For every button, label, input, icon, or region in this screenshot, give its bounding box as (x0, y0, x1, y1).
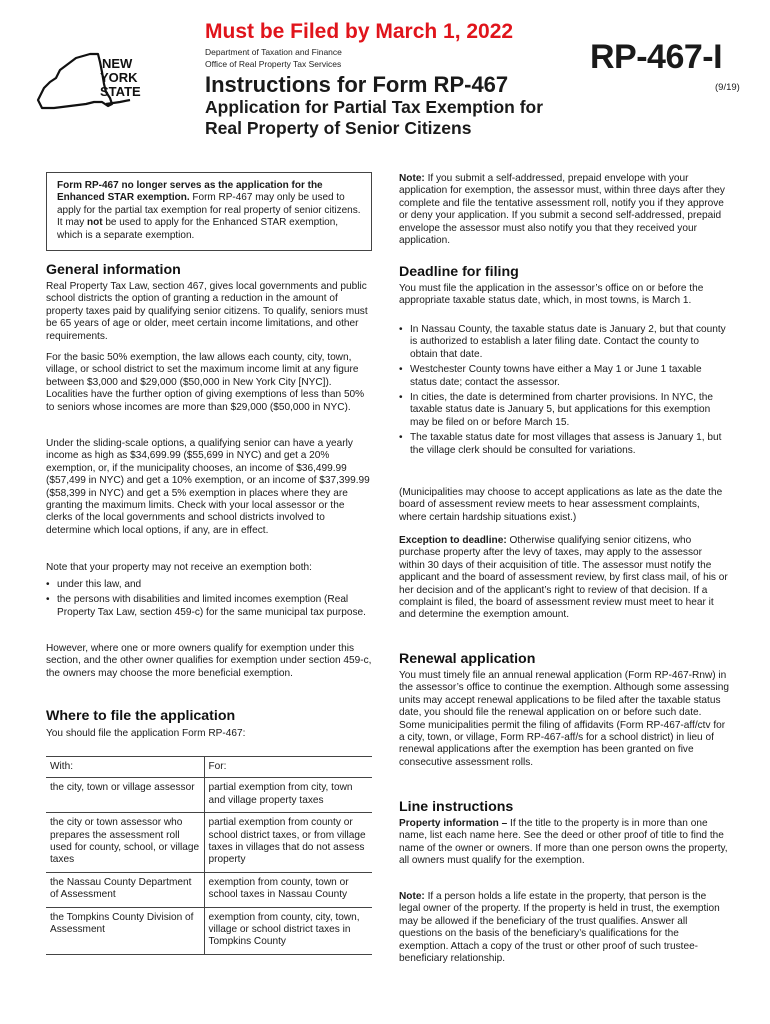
where-to-file-heading: Where to file the application (46, 708, 236, 724)
deadline-paragraph-2: (Municipalities may choose to accept applications as late as the date the board of assessment review meets to hear assessment complaints, where certain hardship situations exist.) (399, 487, 723, 523)
deadline-heading: Deadline for filing (399, 264, 519, 280)
exception-to-deadline: Exception to deadline: Otherwise qualifying senior citizens, who purchase property after the levy of taxes, may apply to the assessor within 30 days of their acquisition of title. The assessor must notify the applicant and the board of assessment review, by first class mail, of his or her decision and of the applicant’s right to review of that decision. If a complaint is filed, the board of assessment review must meet to hear it and determine the exemption amount. (399, 535, 728, 621)
logo-text-state: STATE (100, 84, 141, 99)
general-paragraph-1: Real Property Tax Law, section 467, gives local governments and public school districts the option of granting a reduction in the amount of property taxes paid by qualifying senior citizens. To qualify, seniors must be 65 years of age or older, meet certain income limitations, and other requirements. (46, 281, 368, 342)
renewal-application-heading: Renewal application (399, 651, 536, 667)
life-estate-note: Note: If a person holds a life estate in the property, that person is the legal owner of the property. If the property is held in trust, the exemption may be allowed if the beneficiary of the trust qualifies. Answer all questions on the basis of the beneficiary’s qualifications for the exemption. Attach a copy of the trust or other proof of such trustee-beneficiary relationship. (399, 891, 720, 965)
form-number: RP-467-I (590, 38, 723, 76)
new-york-state-logo (30, 48, 165, 118)
page-title: Instructions for Form RP-467 (205, 72, 509, 97)
enhanced-star-notice: Form RP-467 no longer serves as the application for the Enhanced STAR exemption. Form RP-467 may only be used to apply for the partial tax exemption for real property of senior citizens. It may not be used to apply for the Enhanced STAR exemption, which is a separate exemption. (46, 172, 372, 251)
list-item: • In Nassau County, the taxable status date is January 2, but that county is authorized to establish a later filing date. Contact the county to obtain that date. (399, 324, 729, 361)
table-row: the city, town or village assessor partial exemption from city, town and village property taxes (46, 778, 372, 813)
list-item: • In cities, the date is determined from charter provisions. In NYC, the taxable status date is January 5, but applications for this exemption may be filed on or before March 15. (399, 392, 729, 429)
line-instructions-heading: Line instructions (399, 799, 514, 815)
list-item: • Westchester County towns have either a May 1 or June 1 taxable status date; contact the assessor. (399, 364, 729, 389)
table-header-row (46, 757, 372, 778)
column-header-for: For: (204, 757, 372, 778)
general-paragraph-4: Note that your property may not receive an exemption both: (46, 562, 312, 573)
table-row: the Tompkins County Division of Assessment exemption from county, city, town, village or school district taxes in Tompkins County (46, 907, 372, 954)
renewal-paragraph: You must timely file an annual renewal application (Form RP-467-Rnw) in the assessor’s office to continue the exemption. Although some assessing units may accept renewal applications to be filed after the taxable status date, you should file the renewal application on or before such date. Some municipalities permit the filing of affidavits (Form RP-467-aff/ctv for a city, town, or village, Form RP-467-aff/s for a school district) in lieu of renewal applications after the exemption has been granted on five consecutive assessment rolls. (399, 670, 729, 768)
revision-date: (9/19) (715, 82, 740, 93)
list-item: • under this law, and (46, 579, 372, 591)
column-header-with: With: (46, 757, 204, 778)
general-paragraph-2: For the basic 50% exemption, the law allows each county, city, town, village, or school district to set the maximum income limit at any figure between $3,000 and $29,000 ($50,000 in New York City [NYC]). Localities have the further option of giving exemptions of less than 50% to seniors whose incomes are more than $29,000 ($50,000 in NYC). (46, 352, 365, 413)
where-to-file-table (46, 756, 372, 955)
general-information-heading: General information (46, 262, 181, 278)
department-name: Department of Taxation and Finance Office of Real Property Tax Services (205, 47, 342, 69)
table-row: the Nassau County Department of Assessment exemption from county, town or school taxes in Nassau County (46, 872, 372, 907)
exemption-bullet-list (46, 579, 372, 622)
logo-text-york: YORK (100, 70, 138, 85)
property-information: Property information – If the title to the property is in more than one name, list each name here. See the deed or other proof of title to find the name of the owner or owners. If more than one person owns the property, all owners must qualify for the exemption. (399, 818, 728, 867)
table-row: the city or town assessor who prepares the assessment roll used for county, school, or village taxes partial exemption from county or school district taxes, or from village taxes in villages that do not assess property (46, 813, 372, 873)
list-item: • The taxable status date for most villages that assess is January 1, but the village clerk should be consulted for variations. (399, 432, 729, 457)
logo-text-new: NEW (102, 56, 133, 71)
where-to-file-intro: You should file the application Form RP-467: (46, 728, 246, 739)
deadline-bullet-list (399, 324, 729, 460)
list-item: • the persons with disabilities and limited incomes exemption (Real Property Tax Law, section 459-c) for the same municipal tax purpose. (46, 594, 372, 619)
filing-deadline-banner: Must be Filed by March 1, 2022 (205, 20, 514, 43)
general-paragraph-3: Under the sliding-scale options, a qualifying senior can have a yearly income as high as $34,699.99 ($55,699 in NYC) and get a 20% exemption, or, if the municipality chooses, an income of $36,499.99 ($57,499 in NYC) and get a 10% exemption, or an income of $37,399.99 ($58,399 in NYC) and get a 5% exemption in places where they are granting the maximum limits. Check with your local assessor or the clerks of the local governments and school districts involved to determine which local options, if any, are in effect. (46, 438, 370, 536)
general-paragraph-5: However, where one or more owners qualify for exemption under this section, and the other owner qualifies for exemption under section 459-c, the owners may choose the more beneficial exemption. (46, 643, 372, 679)
page-subtitle: Application for Partial Tax Exemption for Real Property of Senior Citizens (205, 97, 544, 138)
envelope-note: Note: If you submit a self-addressed, prepaid envelope with your application for exemption, the assessor must, within three days after they complete and file the tentative assessment roll, notify you if they approve or deny your application. If you submit a second self-addressed, prepaid envelope the assessor must also notify you that they received your application. (399, 173, 725, 247)
deadline-paragraph-1: You must file the application in the assessor’s office on or before the appropriate taxable status date, which, in most towns, is March 1. (399, 283, 704, 307)
